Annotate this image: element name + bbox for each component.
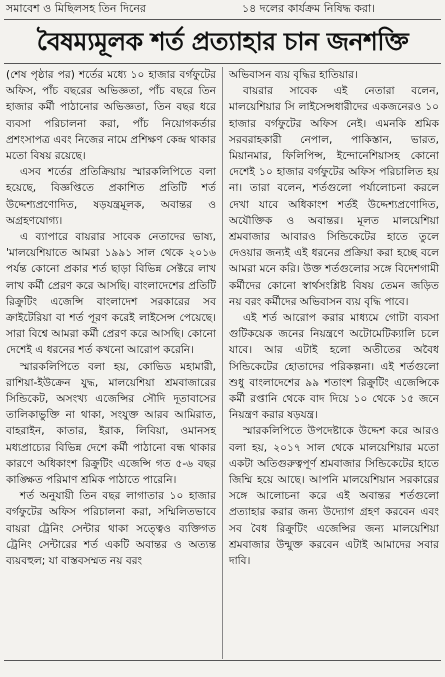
article-column-left [6,67,216,569]
column-divider [222,67,223,659]
bottom-divider [4,660,441,661]
paragraph: স্মারকলিপিতে উপদেষ্টাকে উদ্দেশ করে আরও বলা হয়, ২০১৭ সাল থেকে মালয়েশিয়ার মতো একটা অতিগুরুত্বপূর্ণ শ্রমবাজার সিন্ডিকেটের হাতে জিম্মি হয়ে আছে। আপনি মালয়েশিয়ান সরকারের সঙ্গে আলোচনা করে এই অবান্তর শর্তগুলো প্রত্যাহার করার জন্য উদ্যোগ গ্রহণ করবেন এবং সব বৈধ রিক্রুটিং এজেন্সির জন্য মালয়েশিয়া শ্রমবাজার উন্মুক্ত করবেন এটাই আমাদের সবার দাবি। [229,425,439,568]
paragraph: এই শর্ত আরোপ করার মাধ্যমে গোটা ব্যবসা গুটিকয়েক জনের নিয়ন্ত্রণে অটোমেটিক্যালি চলে যাবে। আর এটাই হলো অতীতের অবৈধ সিন্ডিকেটের হোতাদের পরিকল্পনা। এই শর্তগুলো শুধু বাংলাদেশের ৯৯ শতাংশ রিক্রুটিং এজেন্সিকে কর্মী রপ্তানি থেকে বাদ দিয়ে ১০ থেকে ১৫ জনে নিয়ন্ত্রণ করার ষড়যন্ত্র। [229,312,439,422]
top-strip-right: ১৪ দলের কার্যক্রম নিষিদ্ধ করা। [242,2,376,15]
paragraph: স্মারকলিপিতে বলা হয়, কোভিড মহামারী, রাশিয়া-ইউক্রেন যুদ্ধ, মালয়েশিয়া শ্রমবাজারের সিন্ডিকেট, অসংখ্য এজেন্সির সৌদি দূতাবাসের তালিকাভুক্তি না থাকা, সংযুক্ত আরব আমিরাত, বাহরাইন, কাতার, ইরাক, লিবিয়া, ওমানসহ মধ্যপ্রাচ্যের বিভিন্ন দেশে কর্মী পাঠানো বন্ধ থাকার কারণে অধিকাংশ রিক্রুটিং এজেন্সি গত ৫-৬ বছর কাঙ্ক্ষিত পরিমাণ শ্রমিক পাঠাতে পারেনি। [6,360,216,487]
headline-divider [4,63,441,64]
paragraph: বায়রার সাবেক এই নেতারা বলেন, মালয়েশিয়ার সি লাইসেন্সধারীদের একজনেরও ১০ হাজার বর্গফুটের অফিস নেই। এমনকি শ্রমিক সরবরাহকারী নেপাল, পাকিস্তান, ভারত, মিয়ানমার, ফিলিপিন্স, ইন্দোনেশিয়াসহ কোনো দেশেই ১০ হাজার বর্গফুটের অফিস পরিচালিত হয় না। তারা বলেন, শর্তগুলো পর্যালোচনা করলে দেখা যাবে অধিকাংশ শর্তই উদ্দেশ্যপ্রণোদিত, অযৌক্তিক ও অবান্তর। মূলত মালয়েশিয়া শ্রমবাজার আবারও সিন্ডিকেটের হাতে তুলে দেওয়ার জন্যই এই ধরনের প্রক্রিয়া করা হচ্ছে বলে আমরা মনে করি। উক্ত শর্তগুলোর সঙ্গে বিদেশগামী কর্মীদের কোনো স্বার্থসংশ্লিষ্ট বিষয় তেমন জড়িত নয় বরং কর্মীদের অভিবাসন ব্যয় বৃদ্ধি পাবে। [229,85,439,308]
article-column-right [229,67,439,569]
paragraph: এ ব্যাপারে বায়রার সাবেক নেতাদের ভাষ্য, 'মালয়েশিয়াতে আমরা ১৯৯১ সাল থেকে ২০১৬ পর্যন্ত কোনো প্রকার শর্ত ছাড়া বিভিন্ন সেক্টরে লাখ লাখ কর্মী প্রেরণ করে আসছি। বাংলাদেশের প্রতিটি রিক্রুটিং এজেন্সি বাংলাদেশ সরকারের সব ক্রাইটেরিয়া বা শর্ত পূরণ করেই লাইসেন্স পেয়েছে। সারা বিশ্বে আমরা কর্মী প্রেরণ করে আসছি। কোনো দেশেই এ ধরনের শর্ত কখনো আরোপ করেনি। [6,231,216,357]
top-divider [4,19,441,20]
paragraph: অভিবাসন ব্যয় বৃদ্ধির হাতিয়ার। [229,69,358,81]
paragraph: শর্ত অনুযায়ী তিন বছর লাগাতার ১০ হাজার বর্গফুটের অফিস পরিচালনা করা, সম্মিলিতভাবে বায়রা ট্রেনিং সেন্টার থাকা সত্ত্বেও ব্যক্তিগত ট্রেনিং সেন্টারের শর্ত একটি অবান্তর ও অত্যন্ত ব্যয়বহুল; যা বাস্তবসম্মত নয় বরং [6,490,216,568]
paragraph: এসব শর্তের প্রতিক্রিয়ায় স্মারকলিপিতে বলা হয়েছে, বিজ্ঞপ্তিতে প্রকাশিত প্রতিটি শর্ত উদ্দেশ্যপ্রণোদিত, ষড়যন্ত্রমূলক, অবান্তর ও অগ্রহণযোগ্য। [6,166,216,227]
top-strip-left: সমাবেশ ও মিছিলসহ তিন দিনের [6,2,146,15]
top-strip [4,0,441,18]
article-headline: বৈষম্যমূলক শর্ত প্রত্যাহার চান জনশক্তি [36,27,409,56]
paragraph: (শেষ পৃষ্ঠার পর) শর্তের মধ্যে ১০ হাজার বর্গফুটের অফিস, পাঁচ বছরের অভিজ্ঞতা, পাঁচ বছরে তিন হাজার কর্মী পাঠানোর অভিজ্ঞতা, তিন বছর ধরে ব্যবসা পরিচালনা করা, পাঁচ নিয়োগকর্তার প্রশংসাপত্র এবং নিজের নামে প্রশিক্ষণ কেন্দ্র থাকার মতো বিষয় রয়েছে। [6,69,216,163]
